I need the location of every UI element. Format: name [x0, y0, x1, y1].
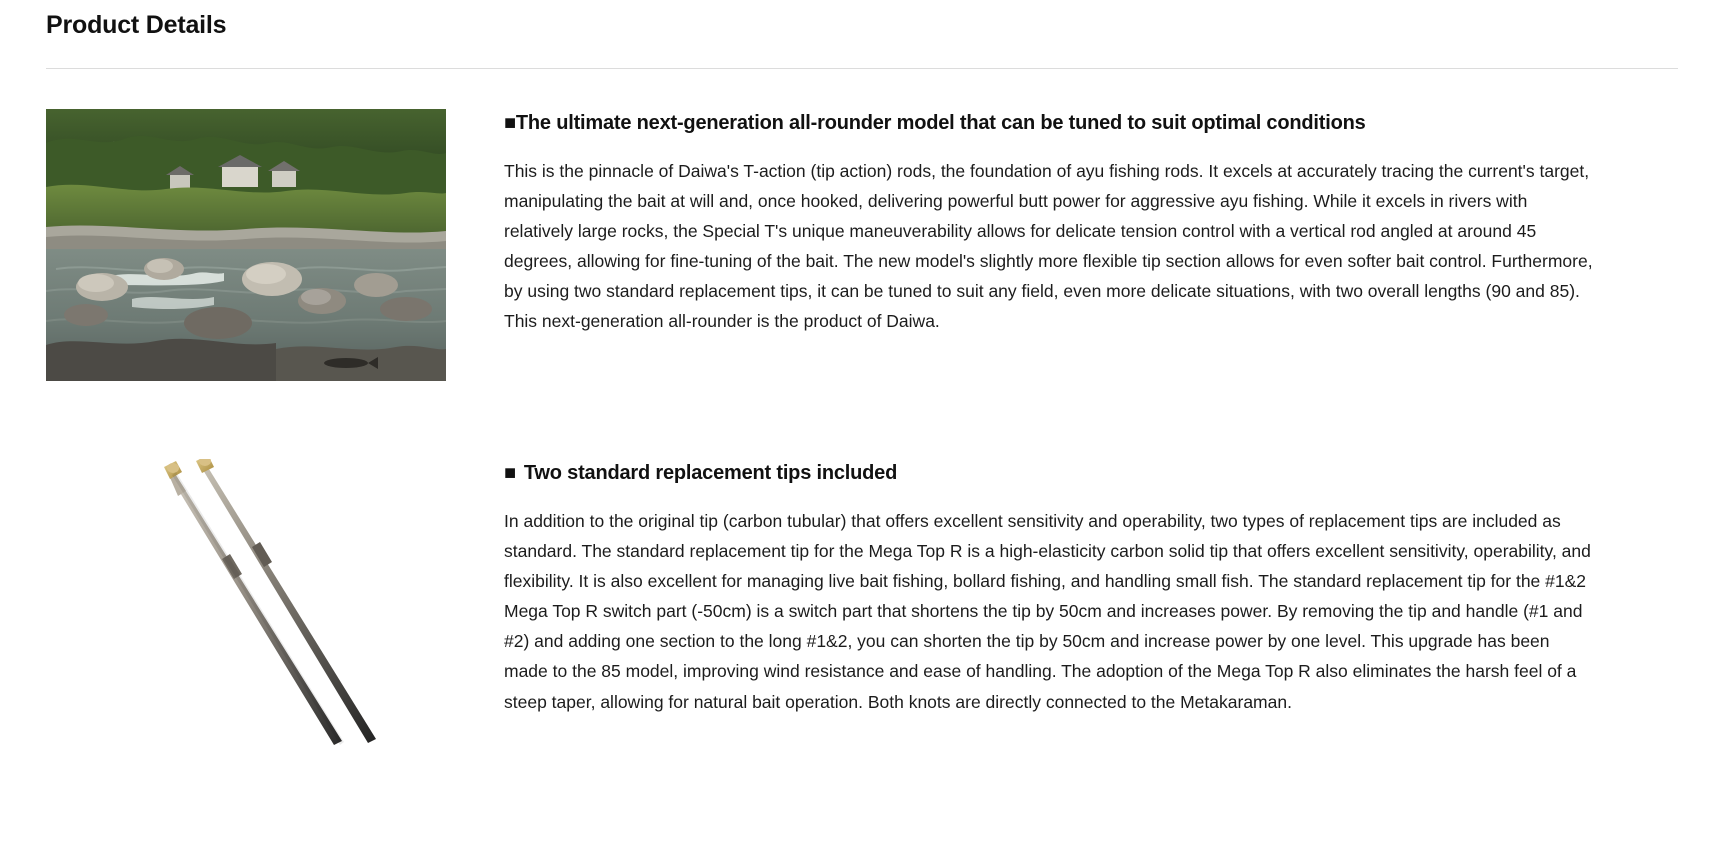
section-heading — [504, 461, 1678, 486]
section-heading-text: The ultimate next-generation all-rounder model that can be tuned to suit optimal conditions — [515, 112, 1366, 134]
section-media — [46, 109, 446, 381]
page-title: Product Details — [46, 11, 227, 39]
section-paragraph: This is the pinnacle of Daiwa's T-action (tip action) rods, the foundation of ayu fishing rods. It excels at accurately tracing the current's target, manipulating the bait at will and, once hooked, delivering powerful butt power for aggressive ayu fishing. While it excels in rivers with relatively large rocks, the Special T's unique maneuverability allows for delicate tension control with a vertical rod angled at around 45 degrees, allowing for fine-tuning of the bait. The new model's slightly more flexible tip section allows for even softer bait control. Furthermore, by using two standard replacement tips, it can be tuned to suit any field, even more delicate situations, with two overall lengths (90 and 85). This next-generation all-rounder is the product of Daiwa. — [504, 161, 1593, 332]
section-body — [504, 109, 1678, 337]
section-paragraph: In addition to the original tip (carbon tubular) that offers excellent sensitivity and operability, two types of replacement tips are included as standard. The standard replacement tip for the Mega Top R is a high-elasticity carbon solid tip that offers excellent sensitivity, operability, and flexibility. It is also excellent for managing live bait fishing, bollard fishing, and handling small fish. The standard replacement tip for the #1&2 Mega Top R switch part (-50cm) is a switch part that shortens the tip by 50cm and increases power. By removing the tip and handle (#1 and #2) and adding one section to the long #1&2, you can shorten the tip by 50cm and increase power by one level. This upgrade has been made to the 85 model, improving wind resistance and ease of handling. The adoption of the Mega Top R also eliminates the harsh feel of a steep taper, allowing for natural bait operation. Both knots are directly connected to the Metakaraman. — [504, 511, 1591, 712]
section-replacement-tips — [46, 459, 1678, 749]
section-body — [504, 459, 1678, 717]
river-landscape-photo — [46, 109, 446, 381]
replacement-tips-photo — [46, 459, 446, 749]
square-marker-icon: ■ — [504, 112, 516, 134]
section-heading — [504, 111, 1678, 136]
title-divider — [46, 68, 1678, 69]
section-media — [46, 459, 446, 749]
top-white-strip — [1084, 0, 1724, 3]
section-all-rounder — [46, 109, 1678, 381]
square-marker-icon: ■ — [504, 462, 516, 484]
section-heading-text: Two standard replacement tips included — [523, 462, 898, 484]
